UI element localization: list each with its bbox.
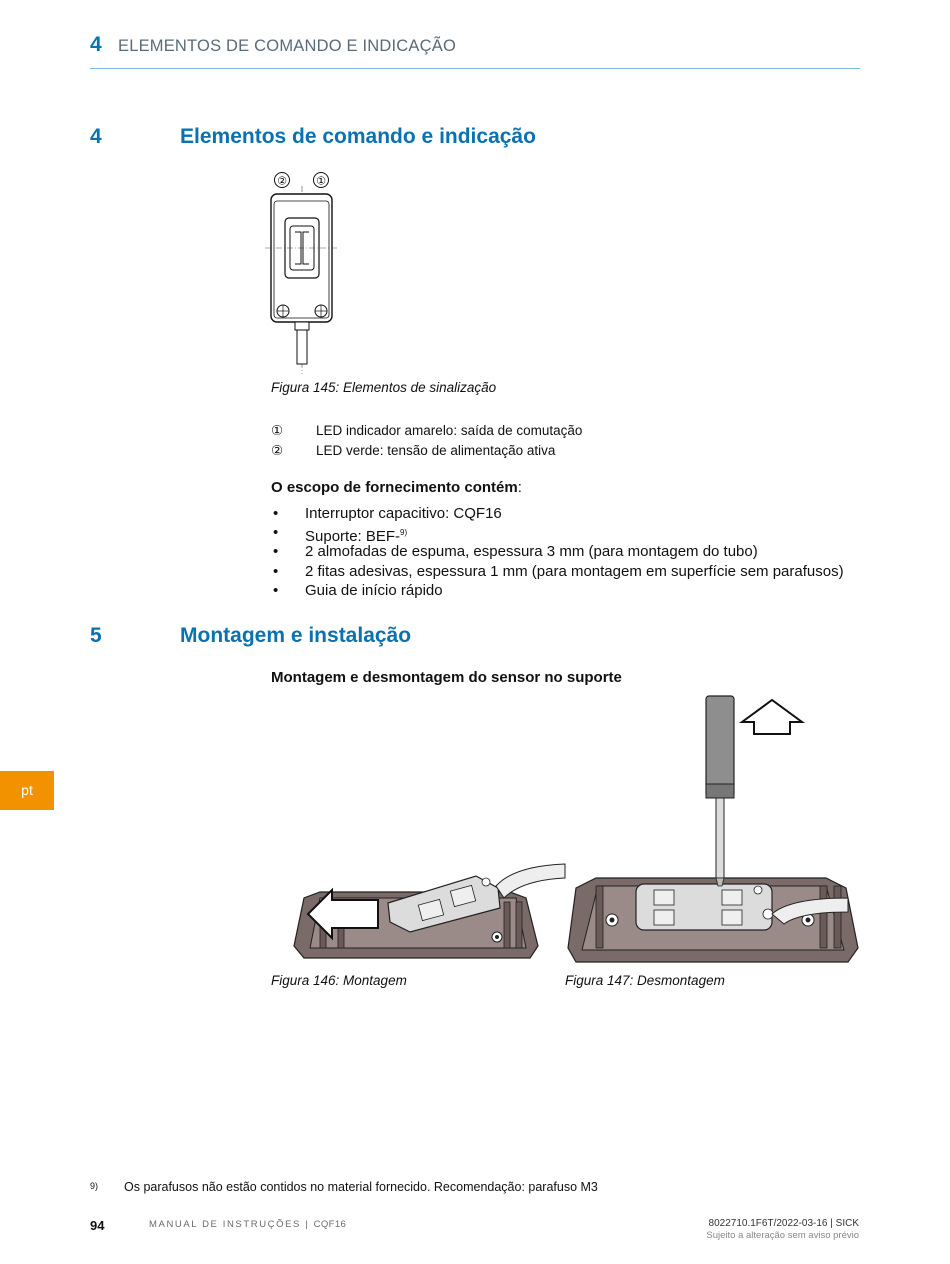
figure-147-dismounting-drawing — [562, 692, 860, 968]
footer-document-title — [149, 1219, 346, 1230]
section-4-title: Elementos de comando e indicação — [180, 125, 536, 148]
list-item-text: Suporte: BEF- — [305, 528, 401, 546]
list-item-text: 2 fitas adesivas, espessura 1 mm (para montagem em superfície sem parafusos) — [305, 562, 844, 580]
footer-note: Sujeito a alteração sem aviso prévio — [706, 1230, 859, 1241]
figure-label-2: ② — [277, 174, 287, 188]
footnote-text: Os parafusos não estão contidos no material fornecido. Recomendação: parafuso M3 — [124, 1180, 598, 1194]
header-chapter-title: ELEMENTOS DE COMANDO E INDICAÇÃO — [118, 37, 456, 55]
language-tab: pt — [0, 771, 54, 810]
figure-145-caption: Figura 145: Elementos de sinalização — [271, 380, 497, 395]
legend-symbol: ② — [271, 443, 284, 458]
scope-intro-colon: : — [517, 479, 522, 496]
figure-146-caption: Figura 146: Montagem — [271, 973, 407, 988]
scope-list — [271, 504, 844, 600]
legend-symbol: ① — [271, 423, 284, 438]
section-5-number: 5 — [90, 624, 102, 647]
page-number: 94 — [90, 1218, 105, 1233]
figure-146-mounting-drawing — [290, 858, 570, 968]
footer-separator: | — [305, 1219, 310, 1230]
footer-product: CQF16 — [313, 1219, 347, 1230]
list-item: • Interruptor capacitivo: CQF16 — [273, 505, 502, 522]
section-5-title: Montagem e instalação — [180, 624, 412, 647]
legend-text: LED verde: tensão de alimentação ativa — [316, 443, 556, 458]
list-item: • Guia de início rápido — [273, 581, 443, 599]
legend-item-2 — [271, 443, 671, 461]
scope-intro — [271, 479, 522, 496]
section-5-subheading: Montagem e desmontagem do sensor no suporte — [271, 669, 622, 686]
list-item: • Suporte: BEF-$^{9)}$ — [273, 524, 408, 546]
list-item-text: Interruptor capacitivo: CQF16 — [305, 505, 502, 522]
footer-document-id: 8022710.1F6T/2022-03-16 | SICK — [708, 1218, 859, 1229]
header-divider — [90, 68, 860, 69]
footer-doc-type: MANUAL DE INSTRUÇÕES — [149, 1219, 301, 1230]
list-item: • 2 almofadas de espuma, espessura 3 mm (para montagem do tubo) — [273, 543, 758, 561]
figure-147-caption: Figura 147: Desmontagem — [565, 973, 725, 988]
scope-intro-bold: O escopo de fornecimento contém — [271, 479, 518, 496]
list-item-text: Guia de início rápido — [305, 581, 443, 599]
legend-text: LED indicador amarelo: saída de comutação — [316, 423, 583, 438]
list-item: • 2 fitas adesivas, espessura 1 mm (para montagem em superfície sem parafusos) — [273, 562, 844, 580]
list-item-text: 2 almofadas de espuma, espessura 3 mm (para montagem do tubo) — [305, 543, 758, 561]
header-chapter-number: 4 — [90, 33, 102, 56]
legend-item-1 — [271, 423, 671, 441]
section-4-number: 4 — [90, 125, 102, 148]
footnote-reference: 9) — [400, 528, 408, 538]
footnote-number: 9) — [90, 1181, 99, 1191]
figure-145-sensor-drawing — [262, 166, 352, 374]
figure-label-1: ① — [316, 174, 326, 188]
